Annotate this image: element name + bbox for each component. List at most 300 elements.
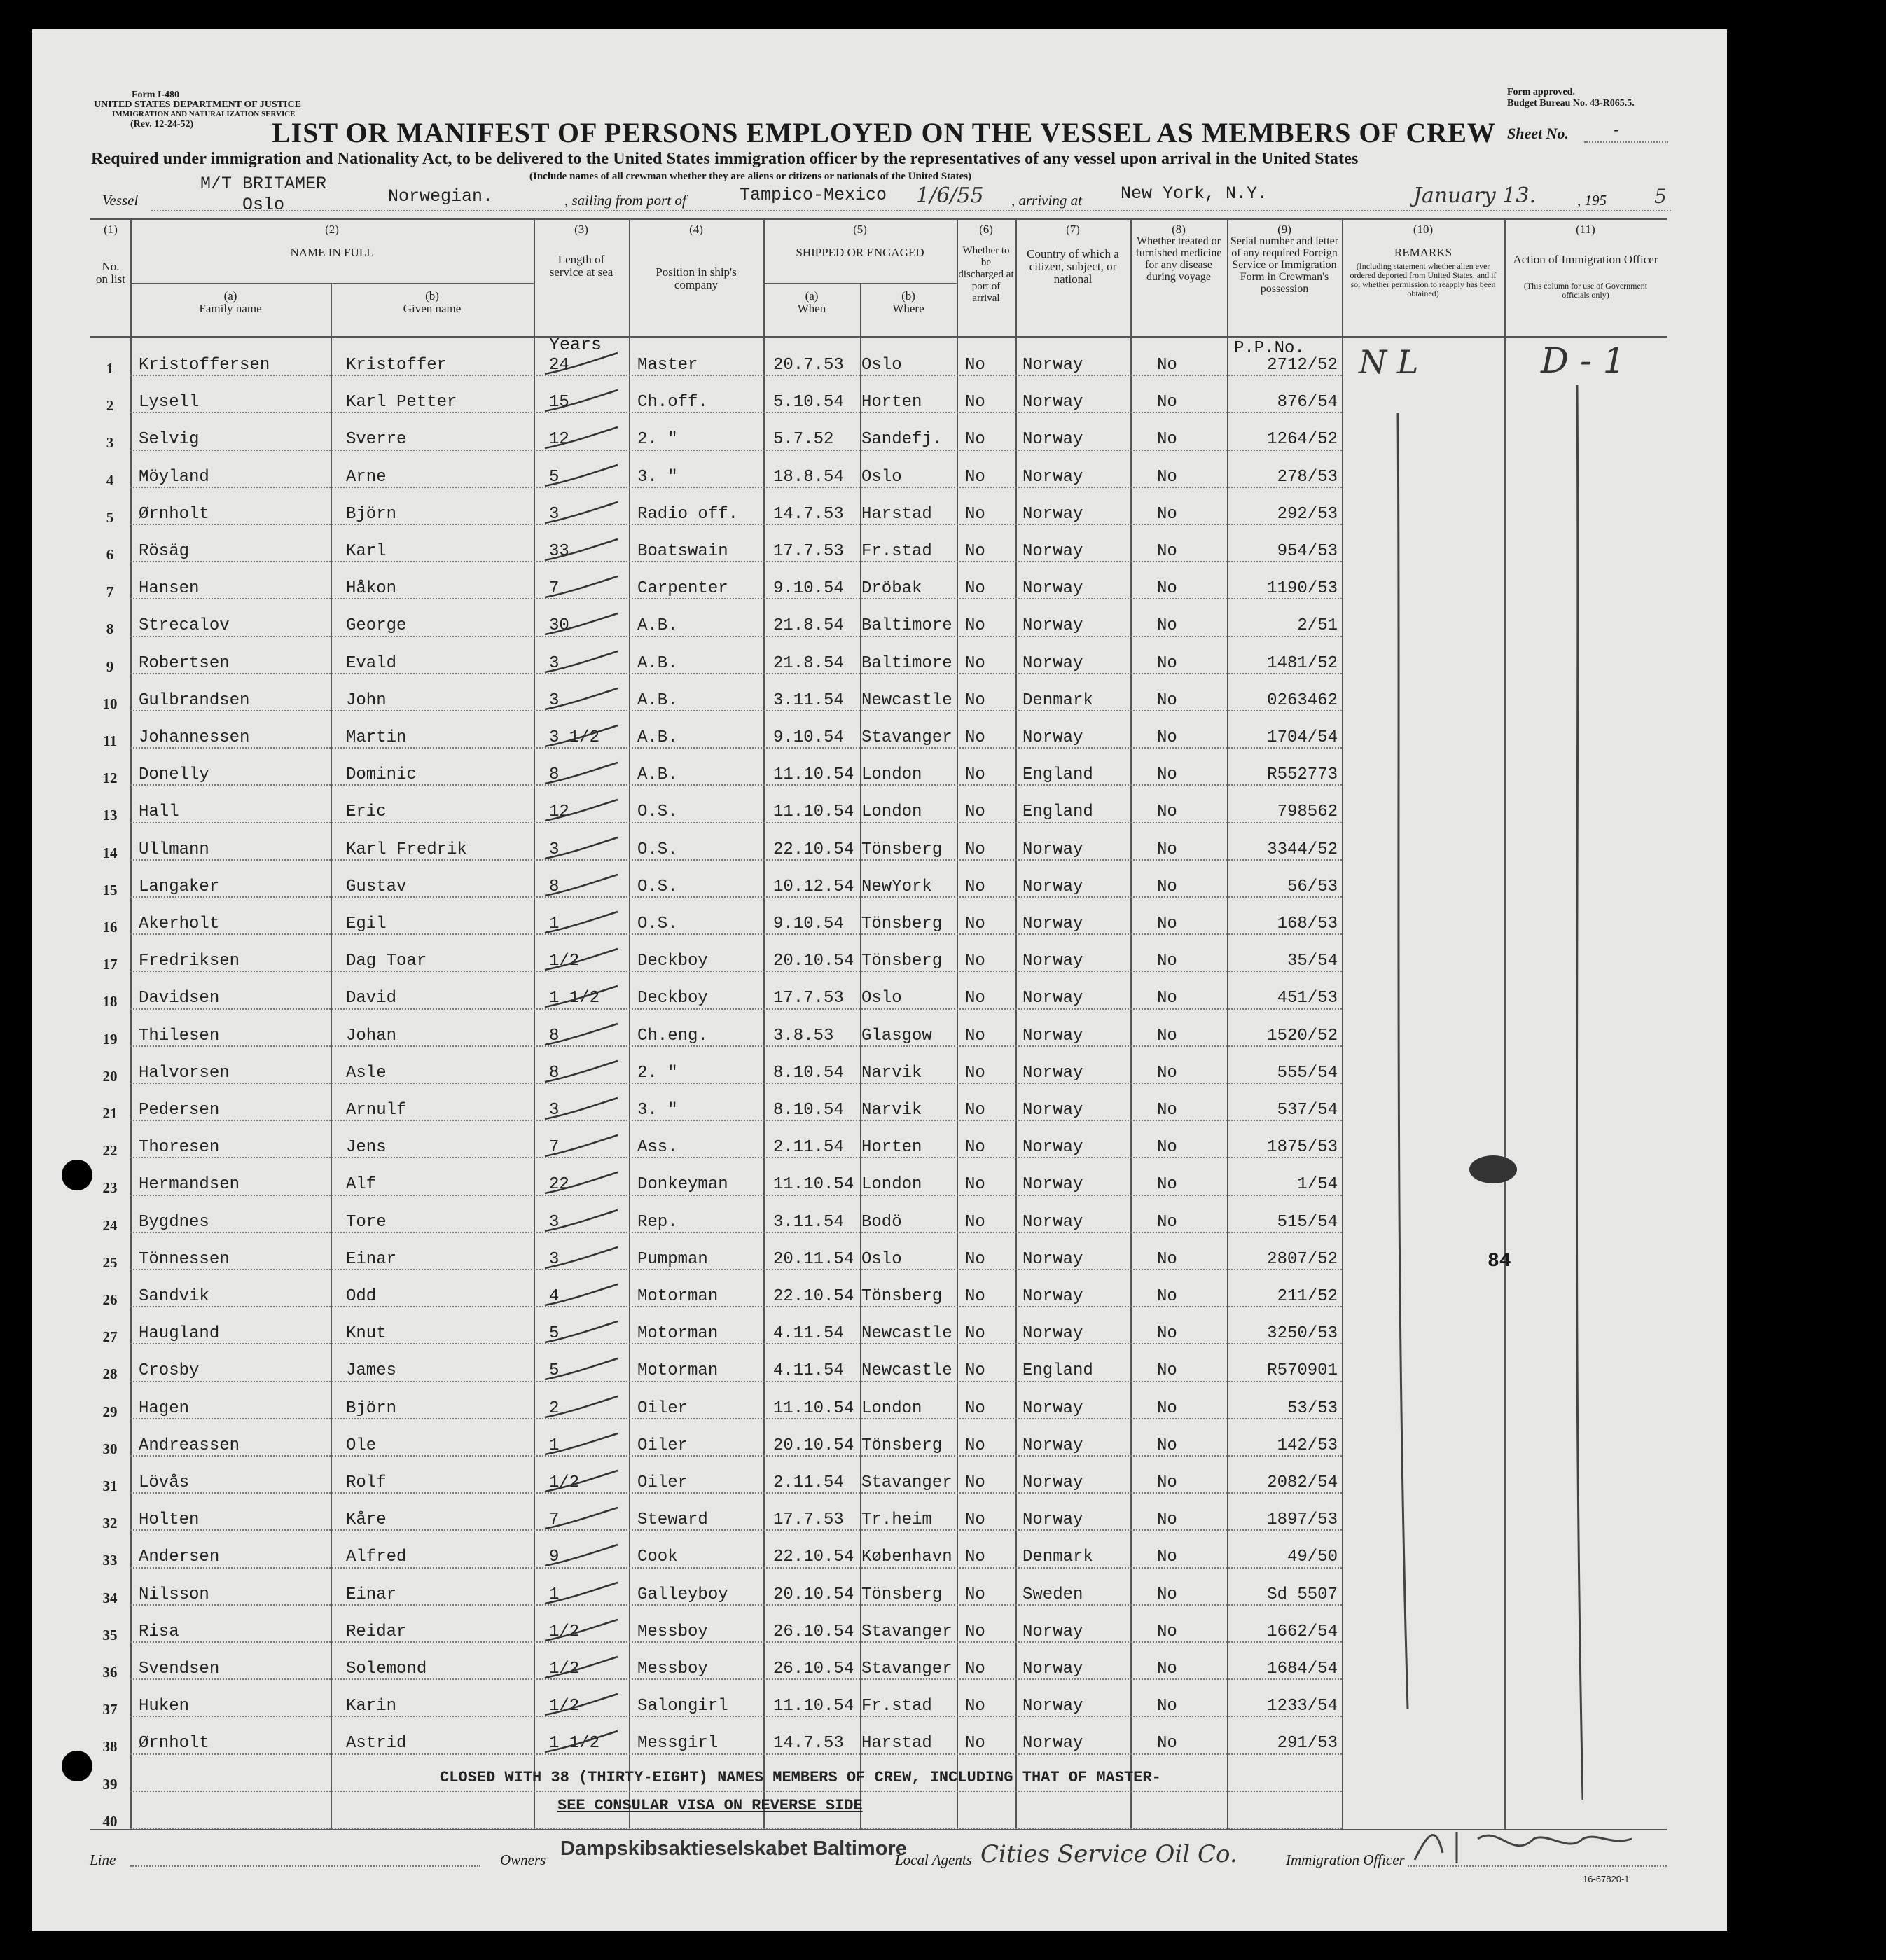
vessel-label: Vessel xyxy=(102,192,139,209)
treated: No xyxy=(1157,1510,1177,1530)
country: Norway xyxy=(1022,952,1083,971)
treated: No xyxy=(1157,356,1177,375)
col10-number: (10) xyxy=(1413,223,1434,236)
position: Motorman xyxy=(637,1361,719,1381)
shipped-where: Newcastle xyxy=(861,1361,952,1381)
col10-header: REMARKS xyxy=(1394,246,1452,259)
position: Salongirl xyxy=(637,1697,728,1716)
row-rule xyxy=(130,933,1342,935)
given-name: Reidar xyxy=(346,1622,407,1641)
shipped-where: Fr.stad xyxy=(861,1697,932,1716)
service-length: 4 xyxy=(549,1287,560,1306)
position: Motorman xyxy=(637,1324,719,1344)
service-check-mark xyxy=(539,946,623,974)
row-number: 21 xyxy=(102,1105,118,1122)
country: Norway xyxy=(1022,1622,1083,1641)
row-number: 13 xyxy=(102,807,118,824)
service-length: 2 xyxy=(549,1398,560,1418)
sailing-label: , sailing from port of xyxy=(564,192,686,209)
row-number: 28 xyxy=(102,1365,118,1383)
note-84: 84 xyxy=(1488,1251,1511,1272)
position: Steward xyxy=(637,1510,708,1530)
shipped-when: 5.10.54 xyxy=(773,393,844,412)
family-name: Strecalov xyxy=(139,616,230,636)
row-number: 31 xyxy=(102,1478,118,1494)
service-check-mark xyxy=(539,1021,623,1049)
family-name: Kristoffersen xyxy=(139,356,270,375)
country: Sweden xyxy=(1022,1585,1083,1604)
row-number: 36 xyxy=(102,1664,118,1681)
service-length: 3 xyxy=(549,653,560,673)
shipped-when: 9.10.54 xyxy=(773,728,844,747)
country: Norway xyxy=(1022,1324,1083,1344)
treated: No xyxy=(1157,765,1177,785)
row-number: 5 xyxy=(106,508,114,526)
col2-number: (2) xyxy=(325,223,339,236)
row-rule xyxy=(130,971,1342,972)
treated: No xyxy=(1157,690,1177,710)
row-rule xyxy=(130,1529,1342,1531)
row-rule xyxy=(130,487,1342,488)
row-number: 29 xyxy=(102,1403,118,1420)
family-name: Sandvik xyxy=(139,1287,209,1306)
action-annotation: D - 1 xyxy=(1541,340,1625,381)
discharged: No xyxy=(965,802,985,822)
treated: No xyxy=(1157,1361,1177,1381)
discharged: No xyxy=(965,1361,985,1381)
row-rule xyxy=(130,1381,1342,1382)
shipped-when: 20.7.53 xyxy=(773,356,844,375)
row-number: 1 xyxy=(106,360,114,377)
service-length: 7 xyxy=(549,579,560,599)
discharged: No xyxy=(965,728,985,747)
family-name: Andreassen xyxy=(139,1436,240,1455)
col9-header: Serial number and letter of any required Foreign Service or Immigration Form in Crewman's possession xyxy=(1230,235,1339,295)
punch-hole-upper xyxy=(62,1160,92,1190)
country: Norway xyxy=(1022,840,1083,859)
discharged: No xyxy=(965,840,985,859)
country: Denmark xyxy=(1022,1548,1093,1567)
row-number: 17 xyxy=(102,956,118,973)
row-number: 9 xyxy=(106,658,114,675)
service-check-mark xyxy=(539,1468,623,1496)
serial-number: 1704/54 xyxy=(1267,728,1338,747)
position: Ch.eng. xyxy=(637,1026,708,1045)
service-line: IMMIGRATION AND NATURALIZATION SERVICE xyxy=(112,110,296,118)
shipped-when: 22.10.54 xyxy=(773,1287,854,1306)
service-length: 7 xyxy=(549,1138,560,1158)
discharged: No xyxy=(965,1660,985,1678)
position: Master xyxy=(637,356,698,375)
service-length: 8 xyxy=(549,1026,560,1045)
service-check-mark xyxy=(539,1319,623,1347)
treated: No xyxy=(1157,1548,1177,1567)
shipped-when: 9.10.54 xyxy=(773,915,844,933)
shipped-when: 17.7.53 xyxy=(773,542,844,561)
treated: No xyxy=(1157,1138,1177,1158)
serial-number: 798562 xyxy=(1277,802,1338,822)
row-rule xyxy=(130,1567,1342,1569)
shipped-where: Stavanger xyxy=(861,1660,952,1678)
serial-number: 49/50 xyxy=(1287,1548,1338,1567)
service-length: 24 xyxy=(549,356,569,375)
shipped-where: London xyxy=(861,1398,922,1418)
service-check-mark xyxy=(539,1580,623,1608)
col11-note: (This column for use of Government officials only) xyxy=(1523,281,1648,300)
serial-number: 1897/53 xyxy=(1267,1510,1338,1530)
row-rule xyxy=(130,747,1342,749)
owners-value: Dampskibsaktieselskabet Baltimore xyxy=(560,1837,907,1860)
given-name: Dag Toar xyxy=(346,952,427,971)
country: Norway xyxy=(1022,653,1083,673)
row-number: 2 xyxy=(106,397,114,415)
country: Norway xyxy=(1022,1138,1083,1158)
treated: No xyxy=(1157,467,1177,487)
col8-number: (8) xyxy=(1172,223,1186,236)
given-name: Evald xyxy=(346,653,397,673)
given-name: Tore xyxy=(346,1212,387,1232)
vessel-nationality: Norwegian. xyxy=(388,186,494,207)
treated: No xyxy=(1157,393,1177,412)
serial-number: 53/53 xyxy=(1287,1398,1338,1418)
discharged: No xyxy=(965,1436,985,1455)
service-check-mark xyxy=(539,909,623,937)
service-length: 8 xyxy=(549,1063,560,1083)
serial-number: 1875/53 xyxy=(1267,1138,1338,1158)
row-rule xyxy=(130,1306,1342,1307)
immigration-officer-label: Immigration Officer xyxy=(1286,1851,1405,1868)
shipped-where: Harstad xyxy=(861,1734,932,1753)
country: Denmark xyxy=(1022,690,1093,710)
country: Norway xyxy=(1022,1249,1083,1269)
shipped-where: Stavanger xyxy=(861,728,952,747)
discharged: No xyxy=(965,1622,985,1641)
shipped-when: 21.8.54 xyxy=(773,653,844,673)
service-check-mark xyxy=(539,387,623,415)
pp-number-label: P.P.No. xyxy=(1234,339,1305,358)
family-name: Davidsen xyxy=(139,989,220,1008)
service-check-mark xyxy=(539,1169,623,1197)
serial-number: R570901 xyxy=(1267,1361,1338,1381)
shipped-where: Oslo xyxy=(861,356,902,375)
col2a-header: (a) Family name xyxy=(199,289,262,315)
country: Norway xyxy=(1022,728,1083,747)
family-name: Hermandsen xyxy=(139,1175,240,1195)
shipped-when: 11.10.54 xyxy=(773,765,854,785)
service-length: 1/2 xyxy=(549,952,580,971)
service-length: 1 xyxy=(549,1436,560,1455)
given-name: Kåre xyxy=(346,1510,387,1530)
shipped-where: Tönsberg xyxy=(861,915,943,933)
discharged: No xyxy=(965,1585,985,1604)
vessel-name: M/T BRITAMER xyxy=(200,174,327,194)
punch-hole-lower xyxy=(62,1751,92,1781)
row-rule xyxy=(130,524,1342,525)
ink-smudge xyxy=(1465,1148,1521,1190)
treated: No xyxy=(1157,1324,1177,1344)
given-name: Kristoffer xyxy=(346,356,448,375)
service-length: 3 xyxy=(549,1249,560,1269)
service-check-mark xyxy=(539,648,623,676)
local-agents-value: Cities Service Oil Co. xyxy=(980,1840,1237,1868)
shipped-when: 22.10.54 xyxy=(773,1548,854,1567)
treated: No xyxy=(1157,653,1177,673)
given-name: Einar xyxy=(346,1249,397,1269)
service-check-mark xyxy=(539,1281,623,1309)
service-length: 22 xyxy=(549,1175,569,1195)
serial-number: 555/54 xyxy=(1277,1063,1338,1083)
arriving-port: New York, N.Y. xyxy=(1121,183,1268,204)
service-check-mark xyxy=(539,1058,623,1086)
position: O.S. xyxy=(637,877,678,896)
row-rule xyxy=(130,673,1342,674)
position: Deckboy xyxy=(637,952,708,971)
service-length: 9 xyxy=(549,1548,560,1567)
family-name: Hansen xyxy=(139,579,200,599)
row-number: 38 xyxy=(102,1738,118,1756)
treated: No xyxy=(1157,877,1177,896)
given-name: Karin xyxy=(346,1697,397,1716)
row-rule xyxy=(130,1343,1342,1344)
shipped-when: 21.8.54 xyxy=(773,616,844,636)
col10-note: (Including statement whether alien ever ordered deported from United States, and if so, whether permission to reapply has been obtained) xyxy=(1350,261,1497,298)
family-name: Crosby xyxy=(139,1361,200,1381)
shipped-where: Newcastle xyxy=(861,1324,952,1344)
treated: No xyxy=(1157,616,1177,636)
row-number: 33 xyxy=(102,1552,118,1569)
serial-number: 1190/53 xyxy=(1267,579,1338,599)
row-number: 18 xyxy=(102,993,118,1010)
shipped-where: Baltimore xyxy=(861,653,952,673)
shipped-where: Oslo xyxy=(861,1249,902,1269)
country: England xyxy=(1022,765,1093,785)
service-length: 8 xyxy=(549,877,560,896)
row-rule xyxy=(130,561,1342,562)
row-number: 14 xyxy=(102,844,118,861)
service-check-mark xyxy=(539,797,623,825)
discharged: No xyxy=(965,542,985,561)
shipped-when: 26.10.54 xyxy=(773,1622,854,1641)
given-name: Solemond xyxy=(346,1660,427,1678)
position: 2. " xyxy=(637,430,678,450)
sailing-date: 1/6/55 xyxy=(916,183,984,208)
country: Norway xyxy=(1022,1101,1083,1120)
given-name: James xyxy=(346,1361,397,1381)
country: Norway xyxy=(1022,430,1083,450)
owners-label: Owners xyxy=(500,1851,546,1868)
form-approved: Form approved. xyxy=(1507,87,1575,97)
row-rule xyxy=(130,1157,1342,1158)
discharged: No xyxy=(965,1398,985,1418)
given-name: Arnulf xyxy=(346,1101,407,1120)
local-agents-label: Local Agents xyxy=(895,1851,972,1868)
shipped-when: 20.10.54 xyxy=(773,952,854,971)
family-name: Andersen xyxy=(139,1548,220,1567)
country: Norway xyxy=(1022,467,1083,487)
given-name: Karl Fredrik xyxy=(346,840,467,859)
country: Norway xyxy=(1022,915,1083,933)
position: Cook xyxy=(637,1548,678,1567)
row-number: 15 xyxy=(102,881,118,898)
country: Norway xyxy=(1022,504,1083,524)
shipped-when: 5.7.52 xyxy=(773,430,834,450)
given-name: Gustav xyxy=(346,877,407,896)
position: A.B. xyxy=(637,653,678,673)
service-check-mark xyxy=(539,462,623,490)
row-rule xyxy=(130,1232,1342,1233)
col5-header: SHIPPED OR ENGAGED xyxy=(796,246,924,259)
treated: No xyxy=(1157,989,1177,1008)
service-check-mark xyxy=(539,1617,623,1645)
position: Ch.off. xyxy=(637,393,708,412)
position: Messboy xyxy=(637,1660,708,1678)
family-name: Möyland xyxy=(139,467,209,487)
discharged: No xyxy=(965,1287,985,1306)
discharged: No xyxy=(965,1510,985,1530)
service-length: 5 xyxy=(549,467,560,487)
shipped-where: Fr.stad xyxy=(861,542,932,561)
serial-number: 3344/52 xyxy=(1267,840,1338,859)
given-name: Rolf xyxy=(346,1473,387,1492)
family-name: Johannessen xyxy=(139,728,250,747)
service-check-mark xyxy=(539,1728,623,1756)
treated: No xyxy=(1157,1473,1177,1492)
given-name: Dominic xyxy=(346,765,417,785)
given-name: Astrid xyxy=(346,1734,407,1753)
years-label: Years xyxy=(549,335,602,355)
shipped-where: Horten xyxy=(861,1138,922,1158)
position: A.B. xyxy=(637,728,678,747)
col11-header: Action of Immigration Officer xyxy=(1513,253,1658,266)
discharged: No xyxy=(965,653,985,673)
shipped-when: 20.10.54 xyxy=(773,1436,854,1455)
shipped-where: London xyxy=(861,765,922,785)
service-length: 3 xyxy=(549,1212,560,1232)
shipped-when: 20.10.54 xyxy=(773,1585,854,1604)
discharged: No xyxy=(965,1212,985,1232)
shipped-when: 18.8.54 xyxy=(773,467,844,487)
service-length: 8 xyxy=(549,765,560,785)
treated: No xyxy=(1157,952,1177,971)
country: Norway xyxy=(1022,542,1083,561)
shipped-where: Tönsberg xyxy=(861,1436,943,1455)
row-number: 25 xyxy=(102,1253,118,1271)
country: Norway xyxy=(1022,1697,1083,1716)
col2-header: NAME IN FULL xyxy=(290,246,374,259)
treated: No xyxy=(1157,430,1177,450)
service-check-mark xyxy=(539,536,623,564)
shipped-when: 14.7.53 xyxy=(773,504,844,524)
row-rule xyxy=(130,1828,1342,1829)
family-name: Robertsen xyxy=(139,653,230,673)
family-name: Ørnholt xyxy=(139,1734,209,1753)
form-code: 16-67820-1 xyxy=(1583,1874,1630,1884)
serial-number: 278/53 xyxy=(1277,467,1338,487)
discharged: No xyxy=(965,1175,985,1195)
shipped-where: Tr.heim xyxy=(861,1510,932,1530)
service-check-mark xyxy=(539,1356,623,1384)
year-prefix: , 195 xyxy=(1577,192,1607,209)
discharged: No xyxy=(965,952,985,971)
discharged: No xyxy=(965,1697,985,1716)
discharged: No xyxy=(965,430,985,450)
treated: No xyxy=(1157,1175,1177,1195)
treated: No xyxy=(1157,504,1177,524)
row-rule xyxy=(130,1791,1342,1792)
country: Norway xyxy=(1022,877,1083,896)
row-number: 23 xyxy=(102,1179,118,1197)
discharged: No xyxy=(965,579,985,599)
discharged: No xyxy=(965,1548,985,1567)
serial-number: 292/53 xyxy=(1277,504,1338,524)
serial-number: 56/53 xyxy=(1287,877,1338,896)
country: Norway xyxy=(1022,1287,1083,1306)
discharged: No xyxy=(965,690,985,710)
discharged: No xyxy=(965,1324,985,1344)
arrival-date: January 13. xyxy=(1413,183,1536,208)
shipped-where: Stavanger xyxy=(861,1473,952,1492)
service-check-mark xyxy=(539,1691,623,1719)
country: Norway xyxy=(1022,1063,1083,1083)
family-name: Huken xyxy=(139,1697,190,1716)
position: 3. " xyxy=(637,467,678,487)
shipped-when: 11.10.54 xyxy=(773,1175,854,1195)
row-number: 30 xyxy=(102,1440,118,1457)
shipped-where: London xyxy=(861,802,922,822)
shipped-where: Narvik xyxy=(861,1063,922,1083)
family-name: Nilsson xyxy=(139,1585,209,1604)
col11-number: (11) xyxy=(1576,223,1595,236)
family-name: Svendsen xyxy=(139,1660,220,1678)
service-check-mark xyxy=(539,872,623,900)
serial-number: 1662/54 xyxy=(1267,1622,1338,1641)
given-name: Odd xyxy=(346,1287,377,1306)
row-rule xyxy=(130,1083,1342,1084)
family-name: Donelly xyxy=(139,765,209,785)
given-name: David xyxy=(346,989,397,1008)
treated: No xyxy=(1157,840,1177,859)
position: Radio off. xyxy=(637,504,739,524)
serial-number: 2807/52 xyxy=(1267,1249,1338,1269)
revision-date: (Rev. 12-24-52) xyxy=(130,119,194,130)
col1-header: No. on list xyxy=(95,260,126,286)
shipped-when: 3.11.54 xyxy=(773,1212,844,1232)
family-name: Thoresen xyxy=(139,1138,220,1158)
service-check-mark xyxy=(539,574,623,602)
treated: No xyxy=(1157,579,1177,599)
country: England xyxy=(1022,802,1093,822)
serial-number: R552773 xyxy=(1267,765,1338,785)
discharged: No xyxy=(965,1249,985,1269)
position: Deckboy xyxy=(637,989,708,1008)
discharged: No xyxy=(965,393,985,412)
position: Carpenter xyxy=(637,579,728,599)
row-number: 16 xyxy=(102,919,118,936)
position: Motorman xyxy=(637,1287,719,1306)
shipped-where: Harstad xyxy=(861,504,932,524)
page-title: LIST OR MANIFEST OF PERSONS EMPLOYED ON THE VESSEL AS MEMBERS OF CREW xyxy=(272,117,1496,148)
position: Messboy xyxy=(637,1622,708,1641)
service-length: 1/2 xyxy=(549,1622,580,1641)
treated: No xyxy=(1157,915,1177,933)
row-rule xyxy=(130,1120,1342,1121)
service-check-mark xyxy=(539,723,623,751)
sheet-label: Sheet No. xyxy=(1507,125,1569,142)
shipped-where: Dröbak xyxy=(861,579,922,599)
col3-header: Length of service at sea xyxy=(549,253,613,279)
serial-number: 1684/54 xyxy=(1267,1660,1338,1678)
col5b-header: (b) Where xyxy=(892,289,924,315)
